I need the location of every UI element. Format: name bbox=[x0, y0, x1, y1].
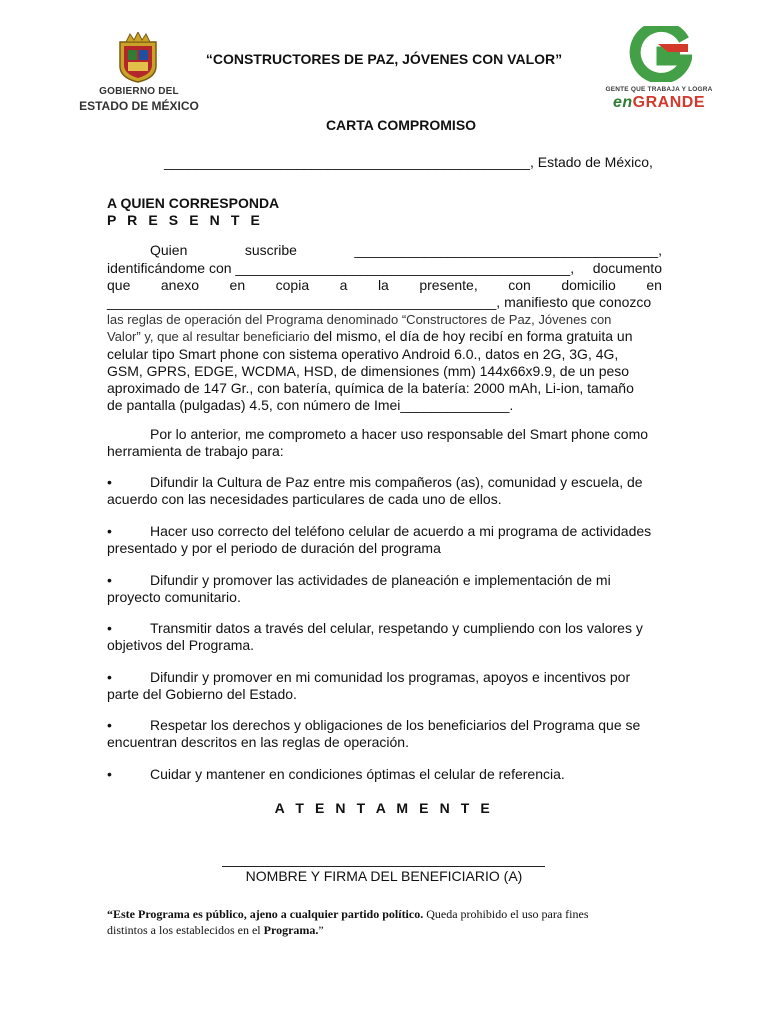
bullet-6-line-2: encuentran descritos en las reglas de operación. bbox=[107, 734, 409, 750]
bullet-symbol: • bbox=[107, 523, 112, 539]
word: domicilio bbox=[561, 277, 616, 293]
footnote-text: Queda prohibido el uso para fines bbox=[423, 907, 589, 921]
footnote-line-1 bbox=[107, 906, 662, 922]
bullet-3-line-2: proyecto comunitario. bbox=[107, 589, 241, 605]
p1-line-7: celular tipo Smart phone con sistema operativo Android 6.0., datos en 2G, 3G, 4G, bbox=[107, 346, 619, 362]
bullet-symbol: • bbox=[107, 474, 112, 490]
bullet-symbol: • bbox=[107, 572, 112, 588]
presente: P R E S E N T E bbox=[107, 212, 264, 228]
word: presente, bbox=[419, 277, 478, 293]
word: la bbox=[377, 277, 389, 293]
bullet-symbol: • bbox=[107, 717, 112, 733]
bullet-4-line-1: Transmitir datos a través del celular, respetando y cumpliendo con los valores y bbox=[150, 620, 643, 636]
word: anexo bbox=[160, 277, 200, 293]
bullet-4-line-2: objetivos del Programa. bbox=[107, 637, 255, 653]
word: en bbox=[229, 277, 246, 293]
p1-line-6-rest: del mismo, el día de hoy recibí en forma gratuita un bbox=[309, 328, 633, 344]
bullet-1-line-1: Difundir la Cultura de Paz entre mis compañeros (as), comunidad y escuela, de bbox=[150, 474, 643, 490]
p1-line-1 bbox=[150, 242, 662, 259]
logo-text-estado: ESTADO DE MÉXICO bbox=[79, 99, 199, 113]
word: que bbox=[107, 277, 131, 293]
logo-tagline: GENTE QUE TRABAJA Y LOGRA bbox=[605, 86, 713, 93]
word: en bbox=[646, 277, 662, 293]
logo-text-gobierno: GOBIERNO DEL bbox=[99, 86, 179, 97]
word: a bbox=[339, 277, 348, 293]
footnote-bold: Programa. bbox=[263, 923, 319, 937]
engrande-logo bbox=[604, 26, 714, 116]
bullet-1-line-2: acuerdo con las necesidades particulares de cada uno de ellos. bbox=[107, 491, 502, 507]
p1-line-4: __________________________________________________, manifiesto que conozco bbox=[107, 294, 652, 310]
bullet-symbol: • bbox=[107, 669, 112, 685]
word: documento bbox=[592, 260, 662, 276]
bullet-3-line-1: Difundir y promover las actividades de planeación e implementación de mi bbox=[150, 572, 611, 588]
p1-line-5: las reglas de operación del Programa denominado “Constructores de Paz, Jóvenes con bbox=[107, 312, 612, 327]
document-title: CARTA COMPROMISO bbox=[325, 117, 477, 133]
closing-atentamente: A T E N T A M E N T E bbox=[274, 800, 494, 816]
logo-brand bbox=[604, 94, 714, 112]
place-line: _______________________________________________, Estado de México, bbox=[164, 154, 653, 170]
word: copia bbox=[275, 277, 310, 293]
recipient: A QUIEN CORRESPONDA bbox=[107, 195, 280, 211]
p1-line-9: aproximado de 147 Gr., con batería, química de la batería: 2000 mAh, Li-ion, tamaño bbox=[107, 380, 634, 396]
signature-label: NOMBRE Y FIRMA DEL BENEFICIARIO (A) bbox=[245, 868, 523, 884]
bullet-5-line-1: Difundir y promover en mi comunidad los programas, apoyos e incentivos por bbox=[150, 669, 631, 685]
bullet-7-line-1: Cuidar y mantener en condiciones óptimas el celular de referencia. bbox=[150, 766, 565, 782]
p1-line-8: GSM, GPRS, EDGE, WCDMA, HSD, de dimensiones (mm) 144x66x9.9, de un peso bbox=[107, 363, 630, 379]
p2-line-1: Por lo anterior, me comprometo a hacer uso responsable del Smart phone como bbox=[150, 426, 649, 442]
g-letter-icon bbox=[628, 26, 692, 82]
logo-brand-en: en bbox=[612, 94, 633, 111]
gobierno-estado-mexico-logo bbox=[78, 28, 200, 118]
bullet-symbol: • bbox=[107, 620, 112, 636]
footnote-bold: “Este Programa es público, ajeno a cualquier partido político. bbox=[107, 907, 424, 921]
footnote-text: distintos a los establecidos en el bbox=[107, 923, 264, 937]
word: identificándome con ___________________________________________, bbox=[107, 260, 575, 276]
footnote-line-2 bbox=[107, 922, 662, 938]
logo-brand-grande: GRANDE bbox=[632, 94, 705, 111]
p1-line-6 bbox=[107, 328, 662, 345]
word: con bbox=[508, 277, 531, 293]
p1-line-3 bbox=[107, 277, 662, 294]
footnote-text: ” bbox=[318, 923, 324, 937]
bullet-5-line-2: parte del Gobierno del Estado. bbox=[107, 686, 297, 702]
word: suscribe bbox=[244, 242, 297, 258]
p1-line-6-narrow: Valor” y, que al resultar beneficiario bbox=[107, 329, 310, 344]
p1-line-10: de pantalla (pulgadas) 4.5, con número de Imei______________. bbox=[107, 397, 514, 413]
program-motto: “CONSTRUCTORES DE PAZ, JÓVENES CON VALOR” bbox=[205, 51, 563, 67]
bullet-6-line-1: Respetar los derechos y obligaciones de los beneficiarios del Programa que se bbox=[150, 717, 641, 733]
word: _______________________________________, bbox=[354, 242, 662, 258]
p2-line-2: herramienta de trabajo para: bbox=[107, 443, 284, 459]
word: Quien bbox=[150, 242, 188, 258]
bullet-2-line-2: presentado y por el periodo de duración del programa bbox=[107, 540, 441, 556]
signature-line bbox=[222, 866, 545, 867]
p1-line-2 bbox=[107, 260, 662, 277]
bullet-symbol: • bbox=[107, 766, 112, 782]
bullet-2-line-1: Hacer uso correcto del teléfono celular de acuerdo a mi programa de actividades bbox=[150, 523, 652, 539]
